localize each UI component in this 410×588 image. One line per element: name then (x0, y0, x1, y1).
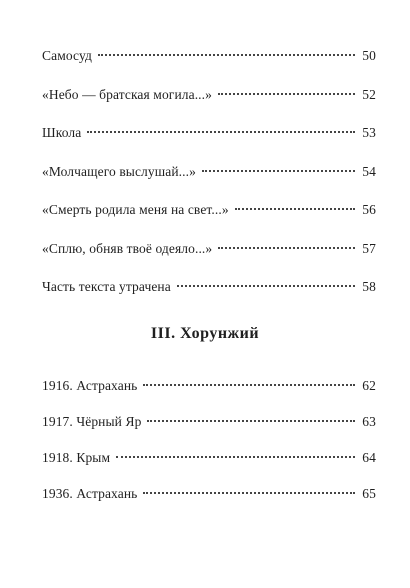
toc-entry-title: Школа (42, 125, 82, 140)
toc-entry-page: 56 (362, 202, 376, 217)
toc-entry[interactable] (42, 198, 376, 222)
toc-entry[interactable] (42, 44, 376, 68)
toc-entry[interactable] (42, 482, 376, 506)
toc-entry-page: 62 (362, 378, 376, 393)
toc-entry-title: 1936. Астрахань (42, 486, 138, 501)
toc-entry[interactable] (42, 237, 376, 261)
section-heading: III. Хорунжий (150, 325, 260, 342)
toc-entry[interactable] (42, 374, 376, 398)
dot-leader (177, 285, 355, 287)
toc-entry-title: «Смерть родила меня на свет...» (42, 202, 229, 217)
dot-leader (235, 208, 355, 210)
toc-entry-title: «Молчащего выслушай...» (42, 163, 196, 179)
dot-leader (218, 247, 355, 249)
toc-list-part-1 (42, 44, 376, 314)
toc-entry-page: 57 (362, 240, 376, 256)
toc-entry[interactable] (42, 160, 376, 184)
toc-entry-title: Часть текста утрачена (42, 279, 171, 294)
toc-list-part-2 (42, 374, 376, 518)
toc-entry-title: Самосуд (42, 48, 92, 63)
toc-entry[interactable] (42, 275, 376, 299)
toc-entry-page: 65 (362, 486, 376, 501)
toc-entry[interactable] (42, 410, 376, 434)
dot-leader (202, 170, 355, 172)
toc-entry[interactable] (42, 121, 376, 145)
dot-leader (116, 456, 355, 458)
toc-entry-title: 1917. Чёрный Яр (42, 414, 142, 429)
toc-entry-page: 64 (362, 450, 376, 465)
toc-entry-title: «Небо — братская могила...» (42, 86, 212, 102)
toc-entry[interactable] (42, 83, 376, 107)
toc-entry-title: 1918. Крым (42, 450, 111, 465)
toc-entry-page: 53 (362, 125, 376, 140)
dot-leader (218, 93, 355, 95)
dot-leader (87, 131, 355, 133)
toc-entry-page: 54 (362, 163, 376, 179)
toc-entry-page: 52 (362, 86, 376, 102)
dot-leader (98, 54, 355, 56)
toc-entry[interactable] (42, 446, 376, 470)
dot-leader (147, 420, 355, 422)
toc-entry-title: 1916. Астрахань (42, 378, 138, 393)
toc-entry-title: «Сплю, обняв твоё одеяло...» (42, 240, 213, 256)
toc-entry-page: 63 (362, 414, 376, 429)
dot-leader (143, 384, 355, 386)
toc-entry-page: 58 (362, 279, 376, 294)
toc-entry-page: 50 (362, 48, 376, 63)
dot-leader (143, 492, 355, 494)
